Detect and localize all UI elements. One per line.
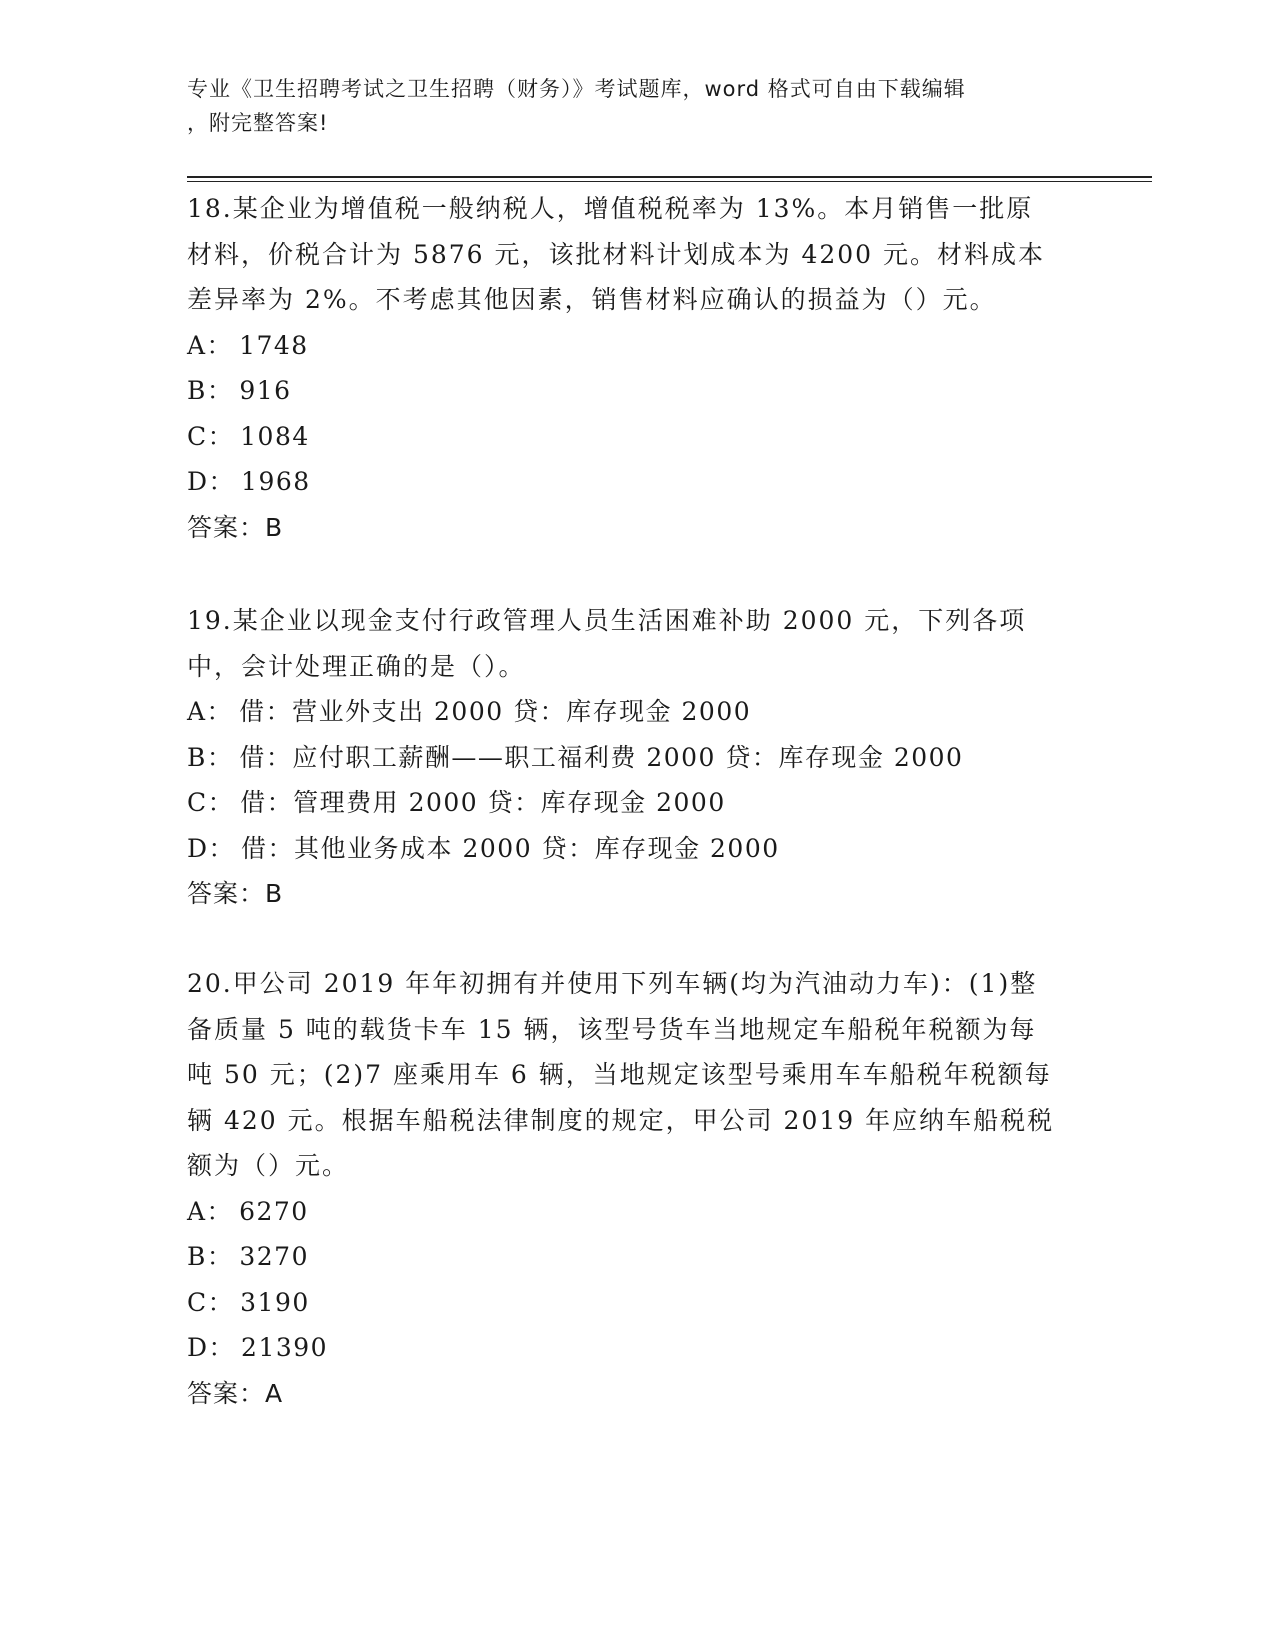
option-b — [187, 368, 1087, 414]
option-text: 借：营业外支出 2000 贷：库存现金 2000 — [239, 697, 752, 726]
answer-line: 答案：A — [187, 1378, 284, 1408]
option-text: 1748 — [239, 330, 309, 360]
header-divider-thick — [187, 176, 1152, 178]
option-c — [187, 414, 1087, 460]
option-letter: B： — [187, 376, 234, 405]
option-text: 916 — [239, 376, 292, 405]
option-b — [187, 735, 1087, 781]
option-letter: D： — [187, 467, 236, 496]
option-text: 借：管理费用 2000 贷：库存现金 2000 — [240, 788, 726, 817]
option-text: 6270 — [239, 1196, 309, 1226]
option-d — [187, 1325, 1087, 1371]
option-text: 3190 — [240, 1287, 310, 1317]
option-d — [187, 826, 1087, 872]
option-c — [187, 1280, 1087, 1326]
header-line-2: ，附完整答案! — [187, 111, 329, 135]
document-header — [187, 72, 1067, 140]
answer-line: 答案：B — [187, 879, 284, 908]
option-letter: A： — [187, 330, 234, 360]
question-stem-line: 吨 50 元；(2)7 座乘用车 6 辆，当地规定该型号乘用车车船税年税额每 — [187, 1060, 1052, 1089]
option-d — [187, 459, 1087, 505]
option-letter: B： — [187, 742, 234, 772]
option-text: 1084 — [240, 421, 310, 451]
question-20 — [187, 961, 1087, 1416]
option-letter: C： — [187, 788, 235, 817]
option-text: 3270 — [239, 1242, 309, 1271]
option-letter: D： — [187, 1333, 236, 1362]
question-stem-line: 20.甲公司 2019 年年初拥有并使用下列车辆(均为汽油动力车)：(1)整 — [187, 969, 1038, 998]
option-letter: A： — [187, 697, 234, 726]
option-a — [187, 689, 1087, 735]
question-stem-line: 19.某企业以现金支付行政管理人员生活困难补助 2000 元，下列各项 — [187, 606, 1027, 635]
question-stem-line: 备质量 5 吨的载货卡车 15 辆，该型号货车当地规定车船税年税额为每 — [187, 1014, 1037, 1044]
option-letter: D： — [187, 833, 236, 863]
option-letter: C： — [187, 421, 235, 451]
option-text: 借：其他业务成本 2000 贷：库存现金 2000 — [241, 833, 780, 863]
question-18 — [187, 186, 1087, 550]
header-line-1: 专业《卫生招聘考试之卫生招聘（财务）》考试题库，word 格式可自由下载编辑 — [187, 77, 966, 101]
question-stem-line: 中，会计处理正确的是（）。 — [187, 651, 526, 681]
option-letter: A： — [187, 1196, 234, 1226]
question-19 — [187, 598, 1087, 917]
question-stem-line: 18.某企业为增值税一般纳税人，增值税税率为 13%。本月销售一批原 — [187, 194, 1034, 223]
option-a — [187, 323, 1087, 369]
header-divider-thin — [187, 181, 1152, 182]
question-stem-line: 差异率为 2%。不考虑其他因素，销售材料应确认的损益为（）元。 — [187, 285, 997, 314]
question-stem-line: 额为（）元。 — [187, 1151, 350, 1180]
option-a — [187, 1189, 1087, 1235]
option-letter: B： — [187, 1242, 234, 1271]
answer-line: 答案：B — [187, 512, 284, 542]
option-letter: C： — [187, 1287, 235, 1317]
option-text: 1968 — [241, 467, 311, 496]
option-text: 21390 — [241, 1333, 329, 1362]
option-c — [187, 780, 1087, 826]
option-text: 借：应付职工薪酬——职工福利费 2000 贷：库存现金 2000 — [239, 742, 964, 772]
option-b — [187, 1234, 1087, 1280]
question-stem-line: 辆 420 元。根据车船税法律制度的规定，甲公司 2019 年应纳车船税税 — [187, 1105, 1055, 1135]
question-stem-line: 材料，价税合计为 5876 元，该批材料计划成本为 4200 元。材料成本 — [187, 239, 1046, 269]
